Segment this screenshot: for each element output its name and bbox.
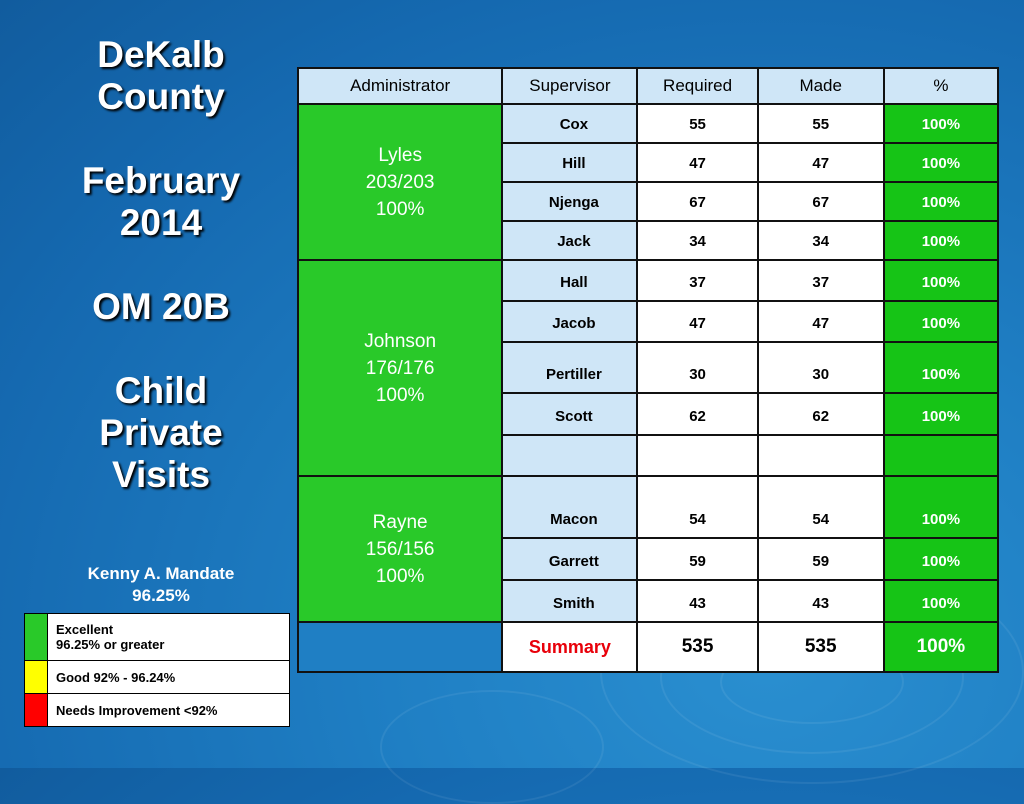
header-required: Required [637, 68, 757, 104]
background-ripple [380, 690, 604, 804]
mandate-value: 96.25% [132, 586, 190, 605]
title-spacer [0, 328, 322, 370]
administrator-name: Johnson [364, 330, 437, 352]
summary-required: 535 [637, 622, 757, 672]
header-administrator: Administrator [298, 68, 502, 104]
title-line: Private [99, 412, 223, 453]
administrator-ratio: 156/156 [365, 538, 435, 560]
required-cell: 55 [637, 104, 757, 143]
required-cell [637, 435, 757, 476]
summary-made: 535 [758, 622, 884, 672]
made-cell: 67 [758, 182, 884, 221]
mandate-label [0, 563, 322, 607]
supervisor-cell: Macon [502, 476, 637, 538]
required-cell: 59 [637, 538, 757, 580]
made-cell: 47 [758, 143, 884, 182]
required-cell: 54 [637, 476, 757, 538]
made-cell: 43 [758, 580, 884, 622]
administrator-ratio: 203/203 [365, 171, 435, 193]
legend-swatch-needs-improvement [25, 694, 48, 727]
pct-cell [884, 435, 998, 476]
made-cell: 34 [758, 221, 884, 260]
supervisor-cell: Scott [502, 393, 637, 435]
pct-cell: 100% [884, 182, 998, 221]
title-line: OM 20B [92, 286, 230, 327]
administrator-name: Rayne [372, 511, 428, 533]
pct-cell: 100% [884, 393, 998, 435]
pct-cell: 100% [884, 342, 998, 393]
administrator-ratio: 176/176 [365, 357, 435, 379]
administrator-name: Lyles [378, 144, 422, 166]
supervisor-cell: Hill [502, 143, 637, 182]
made-cell: 54 [758, 476, 884, 538]
legend-good: Good 92% - 96.24% [48, 661, 290, 694]
required-cell: 47 [637, 301, 757, 342]
table-row [298, 104, 998, 143]
pct-cell: 100% [884, 301, 998, 342]
required-cell: 62 [637, 393, 757, 435]
made-cell [758, 435, 884, 476]
required-cell: 30 [637, 342, 757, 393]
pct-cell: 100% [884, 104, 998, 143]
title-spacer [0, 118, 322, 160]
administrator-pct: 100% [375, 565, 425, 587]
legend-excellent-range: 96.25% or greater [56, 637, 165, 652]
summary-label: Summary [502, 622, 637, 672]
title-line: Child [114, 370, 208, 411]
summary-row [298, 622, 998, 672]
required-cell: 34 [637, 221, 757, 260]
table-row [298, 476, 998, 538]
legend-swatch-excellent [25, 614, 48, 661]
slide-title [0, 34, 322, 496]
supervisor-cell: Njenga [502, 182, 637, 221]
legend-needs-improvement: Needs Improvement <92% [48, 694, 290, 727]
administrator-cell [298, 104, 502, 260]
made-cell: 62 [758, 393, 884, 435]
title-line: County [97, 76, 225, 117]
made-cell: 59 [758, 538, 884, 580]
header-percent: % [884, 68, 998, 104]
header-supervisor: Supervisor [502, 68, 637, 104]
required-cell: 37 [637, 260, 757, 301]
required-cell: 43 [637, 580, 757, 622]
required-cell: 47 [637, 143, 757, 182]
title-line: 2014 [119, 202, 203, 243]
supervisor-cell: Hall [502, 260, 637, 301]
legend-swatch-good [25, 661, 48, 694]
title-line: February [81, 160, 241, 201]
made-cell: 55 [758, 104, 884, 143]
legend-excellent-label: Excellent [56, 622, 114, 637]
table-row [298, 260, 998, 301]
title-line: DeKalb [97, 34, 225, 75]
required-cell: 67 [637, 182, 757, 221]
legend-excellent [48, 614, 290, 661]
made-cell: 47 [758, 301, 884, 342]
title-line: Visits [111, 454, 211, 495]
pct-cell: 100% [884, 580, 998, 622]
supervisor-cell: Jacob [502, 301, 637, 342]
title-spacer [0, 244, 322, 286]
legend [24, 613, 290, 727]
administrator-cell [298, 260, 502, 476]
supervisor-cell [502, 435, 637, 476]
pct-cell: 100% [884, 260, 998, 301]
supervisor-cell: Garrett [502, 538, 637, 580]
made-cell: 37 [758, 260, 884, 301]
pct-cell: 100% [884, 221, 998, 260]
supervisor-cell: Jack [502, 221, 637, 260]
pct-cell: 100% [884, 476, 998, 538]
visits-table [297, 67, 999, 673]
pct-cell: 100% [884, 143, 998, 182]
summary-blank-cell [298, 622, 502, 672]
administrator-pct: 100% [375, 384, 425, 406]
table-header-row [298, 68, 998, 104]
administrator-pct: 100% [375, 198, 425, 220]
made-cell: 30 [758, 342, 884, 393]
supervisor-cell: Cox [502, 104, 637, 143]
pct-cell: 100% [884, 538, 998, 580]
supervisor-cell: Smith [502, 580, 637, 622]
mandate-name: Kenny A. Mandate [87, 564, 235, 583]
administrator-cell [298, 476, 502, 622]
header-made: Made [758, 68, 884, 104]
summary-percent: 100% [884, 622, 998, 672]
supervisor-cell: Pertiller [502, 342, 637, 393]
